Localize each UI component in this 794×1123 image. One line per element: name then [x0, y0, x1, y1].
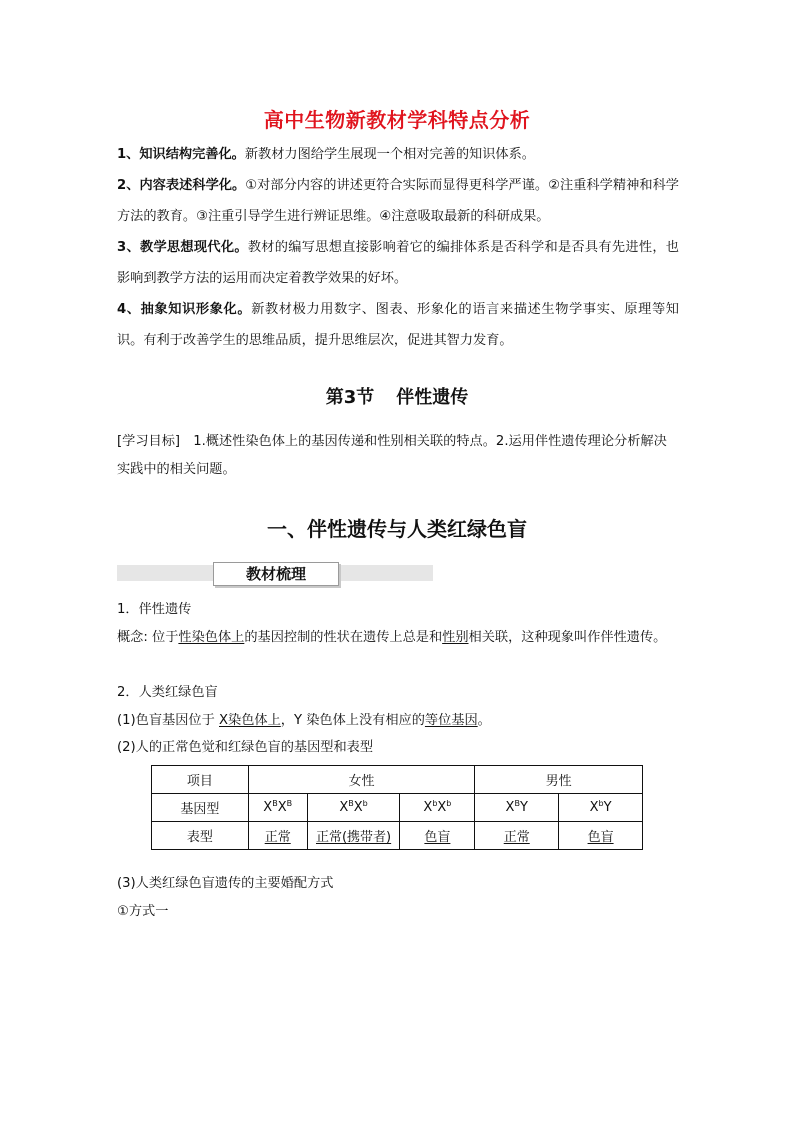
- band-label: 教材梳理: [213, 562, 339, 586]
- table-header-row: [152, 766, 643, 794]
- blank-answer: 等位基因: [424, 713, 478, 728]
- document-title: 高中生物新教材学科特点分析: [263, 108, 531, 132]
- genotype-cell: $X^BY$: [475, 794, 559, 822]
- blank-answer: X染色体上: [219, 713, 281, 728]
- header-item: 项目: [152, 766, 249, 794]
- concept-text: 相关联，这种现象叫作伴性遗传。: [468, 630, 667, 645]
- genotype-cell: $X^BX^B$: [248, 794, 307, 822]
- feature-lead: 4、抽象知识形象化。: [117, 302, 252, 317]
- feature-paragraph-2: [117, 170, 679, 232]
- feature-lead: 3、教学思想现代化。: [117, 240, 248, 255]
- mode-one-label: ①方式一: [117, 904, 169, 919]
- phenotype-cell: 色盲: [400, 822, 475, 850]
- feature-text: 新教材力图给学生展现一个相对完善的知识体系。: [244, 147, 535, 162]
- blank-answer: 性染色体上: [178, 630, 245, 645]
- feature-lead: 2、内容表述科学化。: [117, 178, 246, 193]
- feature-text: 教材的编写思想直接影响着它的编排体系是否科学和是否具有先进性，也影响到教学方法的运用而决定着教学效果的好坏。: [117, 240, 679, 286]
- genotype-table: [151, 765, 643, 850]
- gene-location-line: [117, 707, 679, 735]
- heading-sex-linked: 1．伴性遗传: [117, 602, 192, 617]
- table-row: [152, 794, 643, 822]
- heading-color-blindness: 2．人类红绿色盲: [117, 685, 218, 700]
- table-caption: (2)人的正常色觉和红绿色盲的基因型和表型: [117, 740, 374, 755]
- header-female: 女性: [248, 766, 475, 794]
- section-number: 第3节: [325, 387, 375, 408]
- concept-paragraph: [117, 624, 679, 652]
- phenotype-cell: 色盲: [559, 822, 643, 850]
- feature-paragraph-1: [117, 139, 679, 170]
- phenotype-cell: 正常(携带者): [307, 822, 400, 850]
- concept-text: 的基因控制的性状在遗传上总是和: [244, 630, 443, 645]
- feature-paragraph-4: [117, 294, 679, 356]
- row-label: 表型: [152, 822, 249, 850]
- blank-answer: 性别: [442, 630, 469, 645]
- genotype-cell: $X^bY$: [559, 794, 643, 822]
- line-text: 。: [477, 713, 491, 728]
- table-row: [152, 822, 643, 850]
- genotype-cell: $X^BX^b$: [307, 794, 400, 822]
- section-title: [0, 383, 794, 409]
- line-text: (1)色盲基因位于: [117, 713, 219, 728]
- learning-goals: [学习目标] 1.概述性染色体上的基因传递和性别相关联的特点。2.运用伴性遗传理论分析解决实践中的相关问题。: [117, 434, 667, 477]
- line-text: ，Y 染色体上没有相应的: [280, 713, 425, 728]
- feature-lead: 1、知识结构完善化。: [117, 147, 245, 162]
- feature-text: 新教材极力用数字、图表、形象化的语言来描述生物学事实、原理等知识。有利于改善学生的思维品质，提升思维层次，促进其智力发育。: [117, 302, 679, 348]
- header-male: 男性: [475, 766, 643, 794]
- part-title: 一、伴性遗传与人类红绿色盲: [267, 517, 527, 541]
- phenotype-cell: 正常: [475, 822, 559, 850]
- section-name: 伴性遗传: [396, 387, 469, 408]
- phenotype-cell: 正常: [248, 822, 307, 850]
- feature-text: ①对部分内容的讲述更符合实际而显得更科学严谨。②注重科学精神和科学方法的教育。③注重引导学生进行辨证思维。④注意吸取最新的科研成果。: [117, 178, 679, 224]
- concept-text: 概念: 位于: [117, 630, 179, 645]
- genotype-cell: $X^bX^b$: [400, 794, 475, 822]
- row-label: 基因型: [152, 794, 249, 822]
- marriage-modes-heading: (3)人类红绿色盲遗传的主要婚配方式: [117, 876, 334, 891]
- feature-paragraph-3: [117, 232, 679, 294]
